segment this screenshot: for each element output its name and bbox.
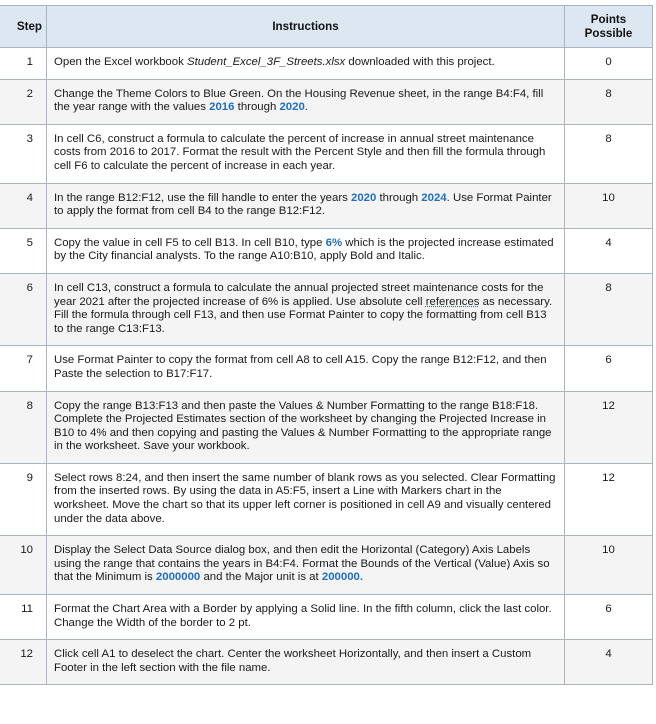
instruction-fragment: Display the Select Data Source dialog box, and then edit the Horizontal (Category) Axis Labels using the range that contains the years in B4:F4. Format the Bounds of the Vertical (Value) Axis so that the Minimum is [54,544,550,584]
step-number: 11 [0,595,47,640]
step-number: 3 [0,124,47,183]
points-value: 10 [565,536,653,595]
points-value: 8 [565,273,653,345]
instruction-fragment: Select rows 8:24, and then insert the same number of blank rows as you selected. Clear Formatting from the inserted rows. By using the data in A5:F5, insert a Line with Markers chart in the worksheet. Move the chart so that its upper left corner is positioned in cell A9 and visually centered under the data above. [54,471,556,525]
points-value: 4 [565,640,653,685]
instruction-text [47,595,565,640]
points-value: 0 [565,48,653,80]
instruction-fragment: . Use Format Painter to apply the format from cell B4 to the range B12:F12. [54,191,552,218]
table-row [0,595,653,640]
step-number: 7 [0,346,47,391]
table-row [0,273,653,345]
points-value: 12 [565,463,653,535]
instructions-table [0,5,653,685]
table-row [0,536,653,595]
instruction-text [47,391,565,463]
table-row [0,79,653,124]
instruction-fragment: downloaded with this project. [345,56,495,68]
table-row [0,48,653,80]
highlighted-value: 2000000 [155,571,201,584]
instruction-text [47,536,565,595]
instruction-fragment: and the Major unit is at [200,571,322,584]
instruction-text [47,183,565,228]
instruction-fragment: In cell C13, construct a formula to calculate the annual projected street maintenance costs for the year 2021 after the projected increase of 6% is applied. Use absolute cell [54,281,544,308]
header-points: Points Possible [565,6,653,48]
instruction-text [47,124,565,183]
instruction-fragment: which is the projected increase estimated by the City financial analysts. To the range A10:B10, apply Bold and Italic. [54,236,554,263]
highlighted-value: 2020 [279,101,305,114]
instruction-text [47,228,565,273]
table-header-row [0,6,653,48]
instruction-text [47,79,565,124]
instruction-fragment: through [234,101,280,114]
table-row [0,391,653,463]
highlighted-value: 2016 [209,101,235,114]
points-value: 12 [565,391,653,463]
highlighted-value: 2024 [421,191,447,204]
highlighted-value: 200000. [321,571,364,584]
table-row [0,463,653,535]
instruction-text [47,640,565,685]
instruction-fragment: as necessary. Fill the formula through cell F13, and then use Format Painter to copy the formatting from cell B13 to the range C13:F13. [54,295,553,335]
instruction-fragment: Open the Excel workbook [54,56,187,68]
points-value: 10 [565,183,653,228]
instruction-text [47,273,565,345]
header-step: Step [0,6,47,48]
step-number: 1 [0,48,47,80]
points-value: 8 [565,79,653,124]
instruction-fragment: references [425,295,480,308]
points-value: 8 [565,124,653,183]
table-row [0,640,653,685]
step-number: 10 [0,536,47,595]
table-row [0,124,653,183]
instruction-fragment: Student_Excel_3F_Streets.xlsx [186,56,346,68]
step-number: 12 [0,640,47,685]
step-number: 2 [0,79,47,124]
table-body [0,48,653,685]
instruction-fragment: . [304,101,308,114]
table-row [0,228,653,273]
instruction-fragment: Change the Theme Colors to Blue Green. On the Housing Revenue sheet, in the range B4:F4, fill the year range with the values [54,87,544,114]
instruction-fragment: Copy the range B13:F13 and then paste the Values & Number Formatting to the range B18:F18. Complete the Projected Estimates section of the worksheet by changing the Projected Increase in B10 to 4% and then copying and pasting the Values & Number Formatting to the appropriate range in the worksheet. Save your workbook. [54,399,552,453]
step-number: 5 [0,228,47,273]
instruction-fragment: Copy the value in cell F5 to cell B13. In cell B10, type [54,236,326,249]
points-value: 6 [565,595,653,640]
instruction-fragment: Click cell A1 to deselect the chart. Center the worksheet Horizontally, and then insert a Custom Footer in the left section with the file name. [54,648,532,674]
points-value: 4 [565,228,653,273]
instruction-text [47,48,565,80]
highlighted-value: 2020 [350,191,377,204]
step-number: 4 [0,183,47,228]
instruction-text [47,463,565,535]
step-number: 6 [0,273,47,345]
highlighted-value: 6% [325,236,343,249]
table-row [0,346,653,391]
instruction-fragment: In the range B12:F12, use the fill handle to enter the years [54,191,351,204]
instruction-text [47,346,565,391]
instruction-fragment: through [376,191,422,204]
step-number: 9 [0,463,47,535]
instruction-fragment: In cell C6, construct a formula to calculate the percent of increase in annual street maintenance costs from 2016 to 2017. Format the result with the Percent Style and then fill the formula through cell F6 to calculate the percent of increase in each year. [54,132,546,172]
step-number: 8 [0,391,47,463]
points-value: 6 [565,346,653,391]
header-instructions: Instructions [47,6,565,48]
table-row [0,183,653,228]
instruction-fragment: Format the Chart Area with a Border by applying a Solid line. In the fifth column, click the last color. Change the Width of the border to 2 pt. [54,603,552,629]
instruction-fragment: Use Format Painter to copy the format from cell A8 to cell A15. Copy the range B12:F12, and then Paste the selection to B17:F17. [54,354,547,380]
